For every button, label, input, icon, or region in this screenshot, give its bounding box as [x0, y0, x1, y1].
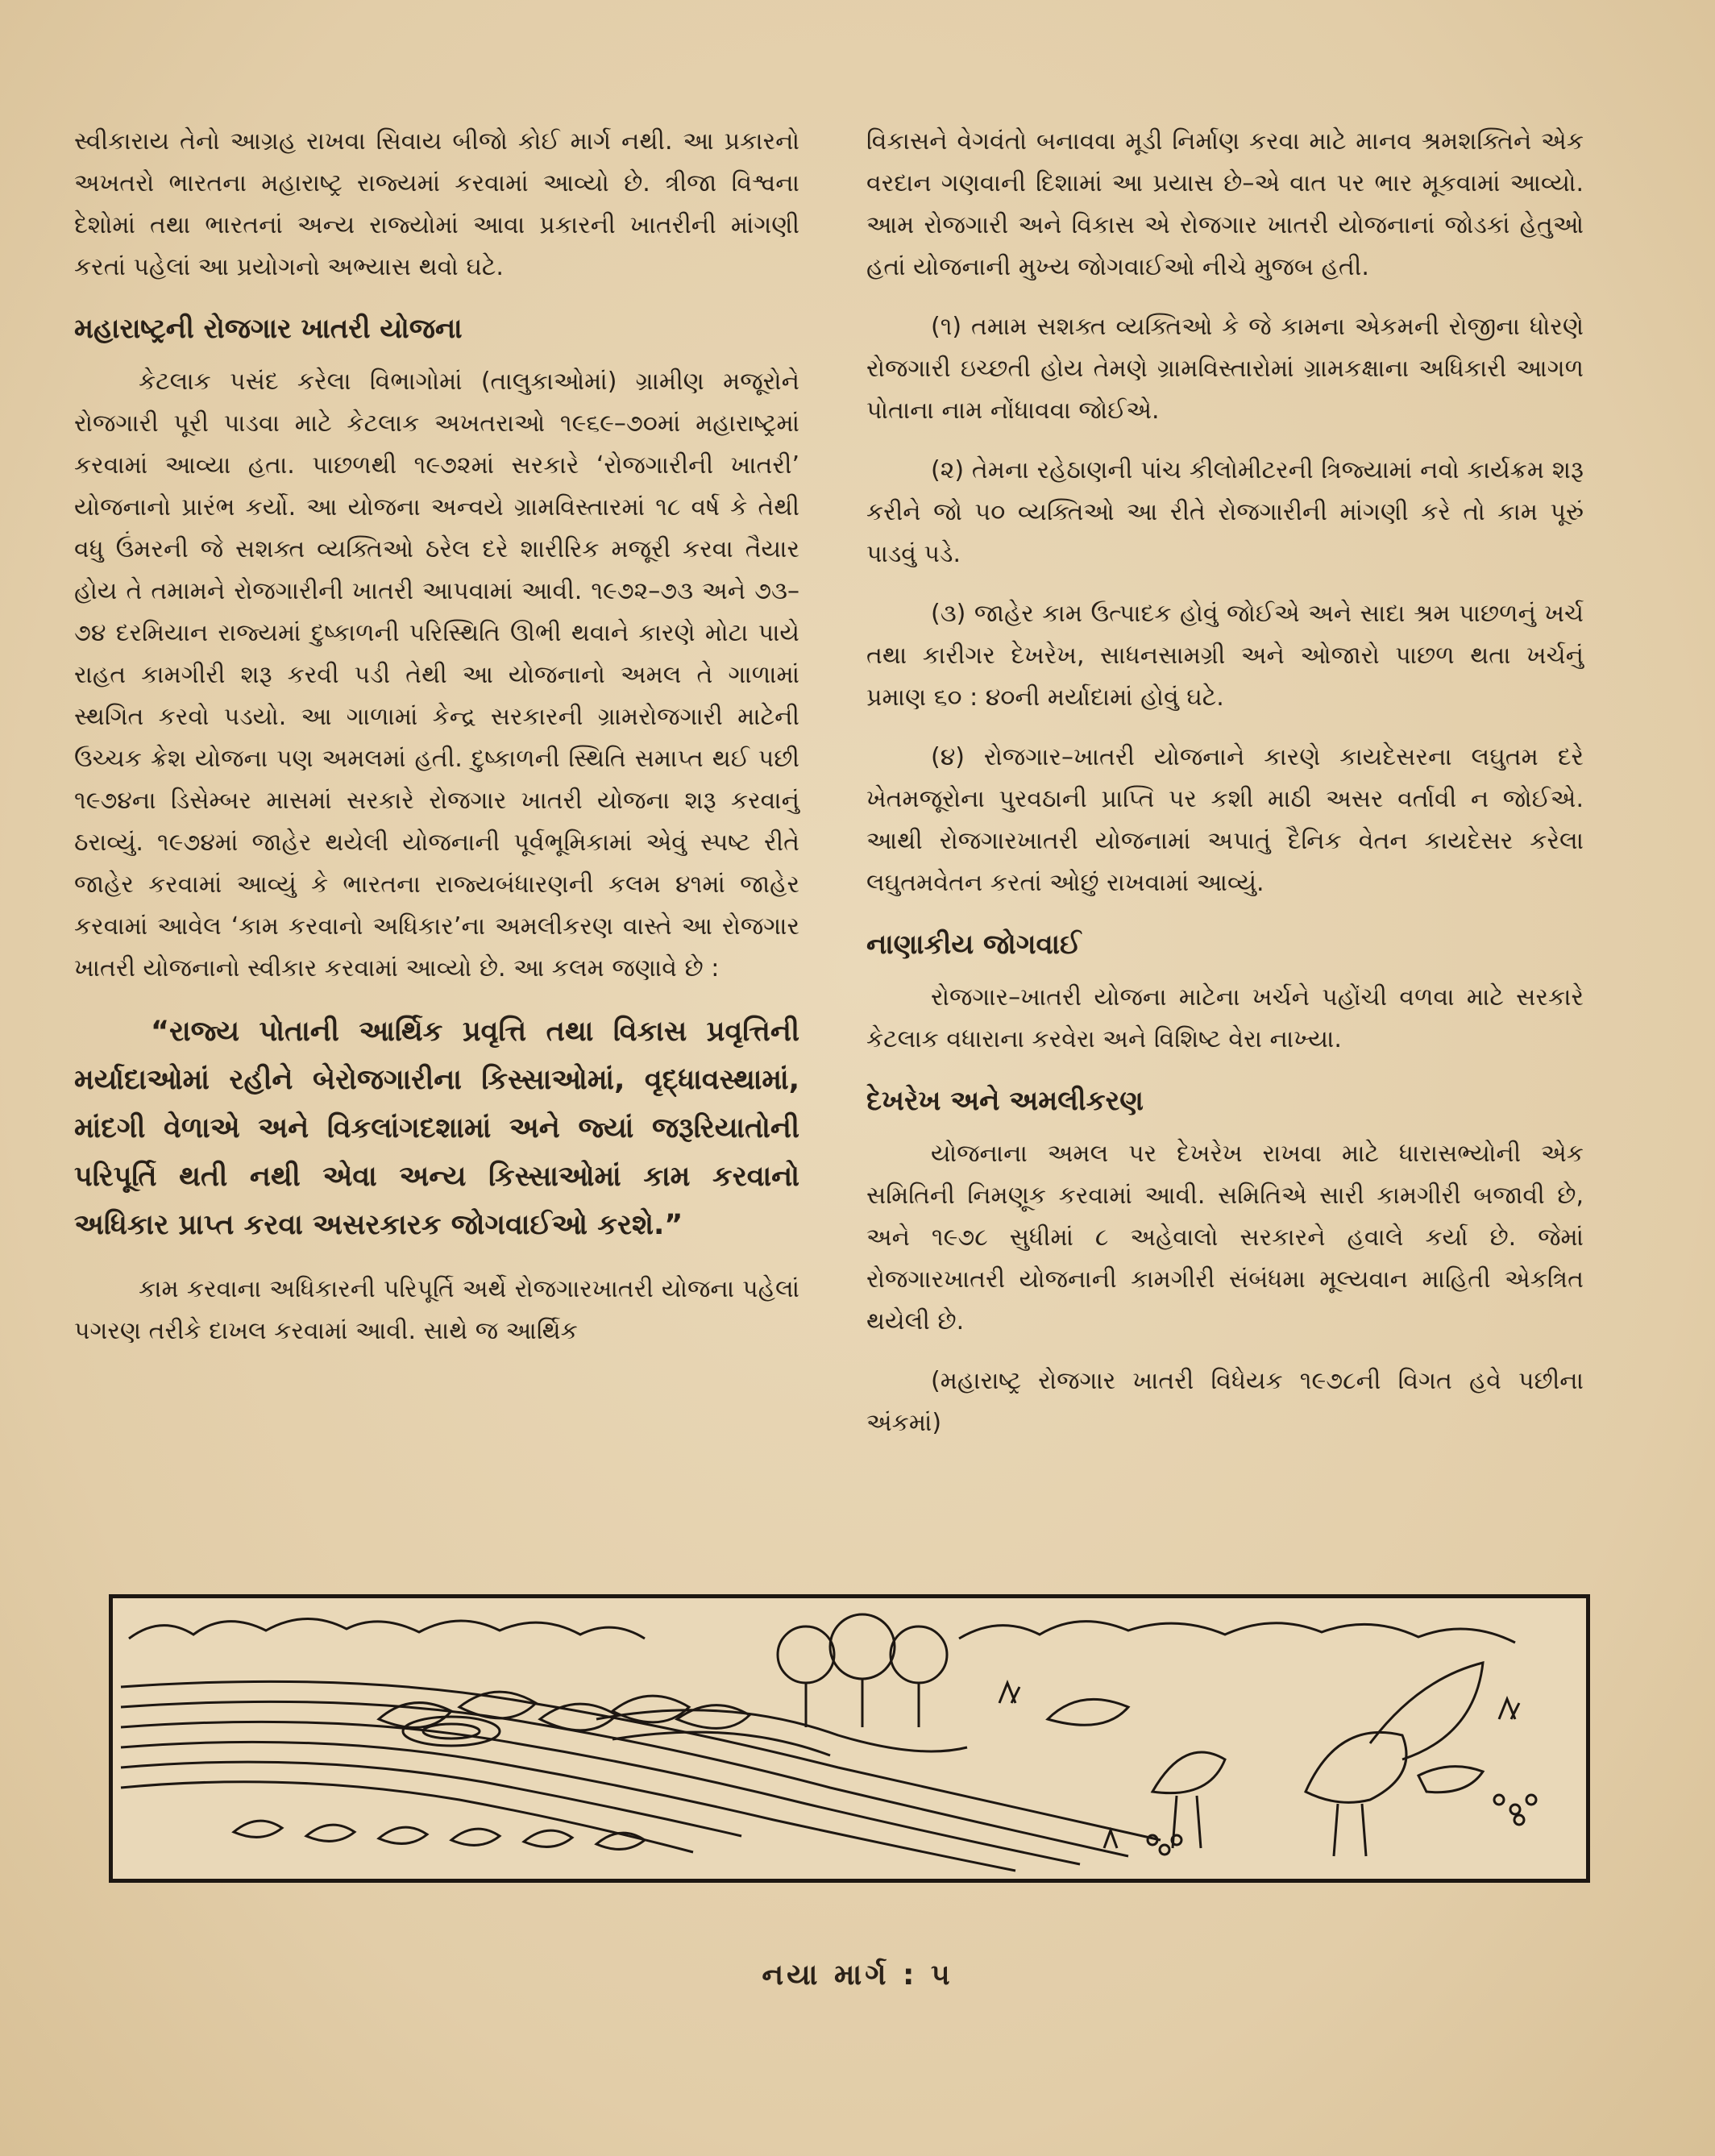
right-paragraph-2: રોજગાર–ખાતરી યોજના માટેના ખર્ચને પહોંચી વળવા માટે સરકારે કેટલાક વધારાના કરવેરા અને વિશિષ્ટ વેરા નાખ્યા.	[866, 983, 1584, 1053]
provision-item-3: (૩) જાહેર કામ ઉત્પાદક હોવું જોઈએ અને સાદા શ્રમ પાછળનું ખર્ચ તથા કારીગર દેખરેખ, સાધનસામગ્રી અને ઓજારો પાછળ થતા ખર્ચનું પ્રમાણ ૬૦ : ૪૦ની મર્યાદામાં હોવું ઘટે.	[866, 600, 1584, 712]
right-column	[866, 121, 1584, 1462]
constitution-quote: “રાજ્ય પોતાની આર્થિક પ્રવૃત્તિ તથા વિકાસ પ્રવૃત્તિની મર્યાદાઓમાં રહીને બેરોજગારીના કિસ્સાઓમાં, વૃદ્ધાવસ્થામાં, માંદગી વેળાએ અને વિકલાંગદશામાં અને જ્યાં જરૂરિયાતોની પરિપૂર્તિ થતી નથી એવા અન્ય કિસ્સાઓમાં કામ કરવાનો અધિકાર પ્રાપ્ત કરવા અસરકારક જોગવાઈઓ કરશે.”	[74, 1016, 799, 1241]
page-footer: નયા માર્ગ : ૫	[762, 1959, 953, 1992]
right-paragraph-3: યોજનાના અમલ પર દેખરેખ રાખવા માટે ધારાસભ્યોની એક સમિતિની નિમણૂક કરવામાં આવી. સમિતિએ સારી કામગીરી બજાવી છે, અને ૧૯૭૮ સુધીમાં ૮ અહેવાલો સરકારને હવાલે કર્યા છે. જેમાં રોજગારખાતરી યોજનાની કામગીરી સંબંધમા મૂલ્યવાન માહિતી એકત્રિત થયેલી છે.	[866, 1140, 1584, 1336]
provision-item-1: (૧) તમામ સશક્ત વ્યક્તિઓ કે જે કામના એકમની રોજીના ધોરણે રોજગારી ઇચ્છતી હોય તેમણે ગ્રામવિસ્તારોમાં ગ્રામકક્ષાના અધિકારી આગળ પોતાના નામ નોંધાવવા જોઈએ.	[866, 313, 1584, 425]
left-paragraph-3: કામ કરવાના અધિકારની પરિપૂર્તિ અર્થે રોજગારખાતરી યોજના પહેલાં પગરણ તરીકે દાખલ કરવામાં આવી. સાથે જ આર્થિક	[74, 1275, 799, 1345]
section-heading-supervision: દેખરેખ અને અમલીકરણ	[866, 1085, 1144, 1117]
folk-art-river-birds-icon	[109, 1594, 1590, 1883]
left-column	[74, 121, 799, 1370]
continuation-note: (મહારાષ્ટ્ર રોજગાર ખાતરી વિધેયક ૧૯૭૮ની વિગત હવે પછીના અંકમાં)	[866, 1367, 1584, 1437]
provision-item-4: (૪) રોજગાર–ખાતરી યોજનાને કારણે કાયદેસરના લઘુતમ દરે ખેતમજૂરોના પુરવઠાની પ્રાપ્તિ પર કશી માઠી અસર વર્તાવી ન જોઈએ. આથી રોજગારખાતરી યોજનામાં અપાતું દૈનિક વેતન કાયદેસર કરેલા લઘુતમવેતન કરતાં ઓછું રાખવામાં આવ્યું.	[866, 743, 1584, 897]
section-heading-employment-guarantee: મહારાષ્ટ્રની રોજગાર ખાતરી યોજના	[74, 313, 463, 345]
provision-item-2: (૨) તેમના રહેઠાણની પાંચ કીલોમીટરની ત્રિજ્યામાં નવો કાર્યક્રમ શરૂ કરીને જો ૫૦ વ્યક્તિઓ આ રીતે રોજગારીની માંગણી કરે તો કામ પૂરું પાડવું પડે.	[866, 456, 1584, 568]
left-paragraph-2: કેટલાક પસંદ કરેલા વિભાગોમાં (તાલુકાઓમાં) ગ્રામીણ મજૂરોને રોજગારી પૂરી પાડવા માટે કેટલાક અખતરાઓ ૧૯૬૯–૭૦માં મહારાષ્ટ્રમાં કરવામાં આવ્યા હતા. પાછળથી ૧૯૭૨માં સરકારે ‘રોજગારીની ખાતરી’ યોજનાનો પ્રારંભ કર્યો. આ યોજના અન્વયે ગ્રામવિસ્તારમાં ૧૮ વર્ષ કે તેથી વધુ ઉંમરની જે સશક્ત વ્યક્તિઓ ઠરેલ દરે શારીરિક મજૂરી કરવા તૈયાર હોય તે તમામને રોજગારીની ખાતરી આપવામાં આવી. ૧૯૭૨–૭૩ અને ૭૩–૭૪ દરમિયાન રાજ્યમાં દુષ્કાળની પરિસ્થિતિ ઊભી થવાને કારણે મોટા પાયે રાહત કામગીરી શરૂ કરવી પડી તેથી આ યોજનાનો અમલ તે ગાળામાં સ્થગિત કરવો પડયો. આ ગાળામાં કેન્દ્ર સરકારની ગ્રામરોજગારી માટેની ઉચ્ચક ક્રેશ યોજના પણ અમલમાં હતી. દુષ્કાળની સ્થિતિ સમાપ્ત થઈ પછી ૧૯૭૪ના ડિસેમ્બર માસમાં સરકારે રોજગાર ખાતરી યોજના શરૂ કરવાનું ઠરાવ્યું. ૧૯૭૪માં જાહેર થયેલી યોજનાની પૂર્વભૂમિકામાં એવું સ્પષ્ટ રીતે જાહેર કરવામાં આવ્યું કે ભારતના રાજ્યબંધારણની કલમ ૪૧માં જાહેર કરવામાં આવેલ ‘કામ કરવાનો અધિકાર’ના અમલીકરણ વાસ્તે આ રોજગાર ખાતરી યોજનાનો સ્વીકાર કરવામાં આવ્યો છે. આ કલમ જણાવે છે :	[74, 368, 799, 982]
right-paragraph-1: વિકાસને વેગવંતો બનાવવા મૂડી નિર્માણ કરવા માટે માનવ શ્રમશક્તિને એક વરદાન ગણવાની દિશામાં આ પ્રયાસ છે–એ વાત પર ભાર મૂકવામાં આવ્યો. આમ રોજગારી અને વિકાસ એ રોજગાર ખાતરી યોજનાનાં જોડકાં હેતુઓ હતાં યોજનાની મુખ્ય જોગવાઈઓ નીચે મુજબ હતી.	[866, 127, 1584, 281]
section-heading-financial-provision: નાણાકીય જોગવાઈ	[866, 928, 1082, 961]
left-paragraph-1: સ્વીકારાય તેનો આગ્રહ રાખવા સિવાય બીજો કોઈ માર્ગ નથી. આ પ્રકારનો અખતરો ભારતના મહારાષ્ટ્ર રાજ્યમાં કરવામાં આવ્યો છે. ત્રીજા વિશ્વના દેશોમાં તથા ભારતનાં અન્ય રાજ્યોમાં આવા પ્રકારની ખાતરીની માંગણી કરતાં પહેલાં આ પ્રયોગનો અભ્યાસ થવો ઘટે.	[74, 127, 799, 281]
